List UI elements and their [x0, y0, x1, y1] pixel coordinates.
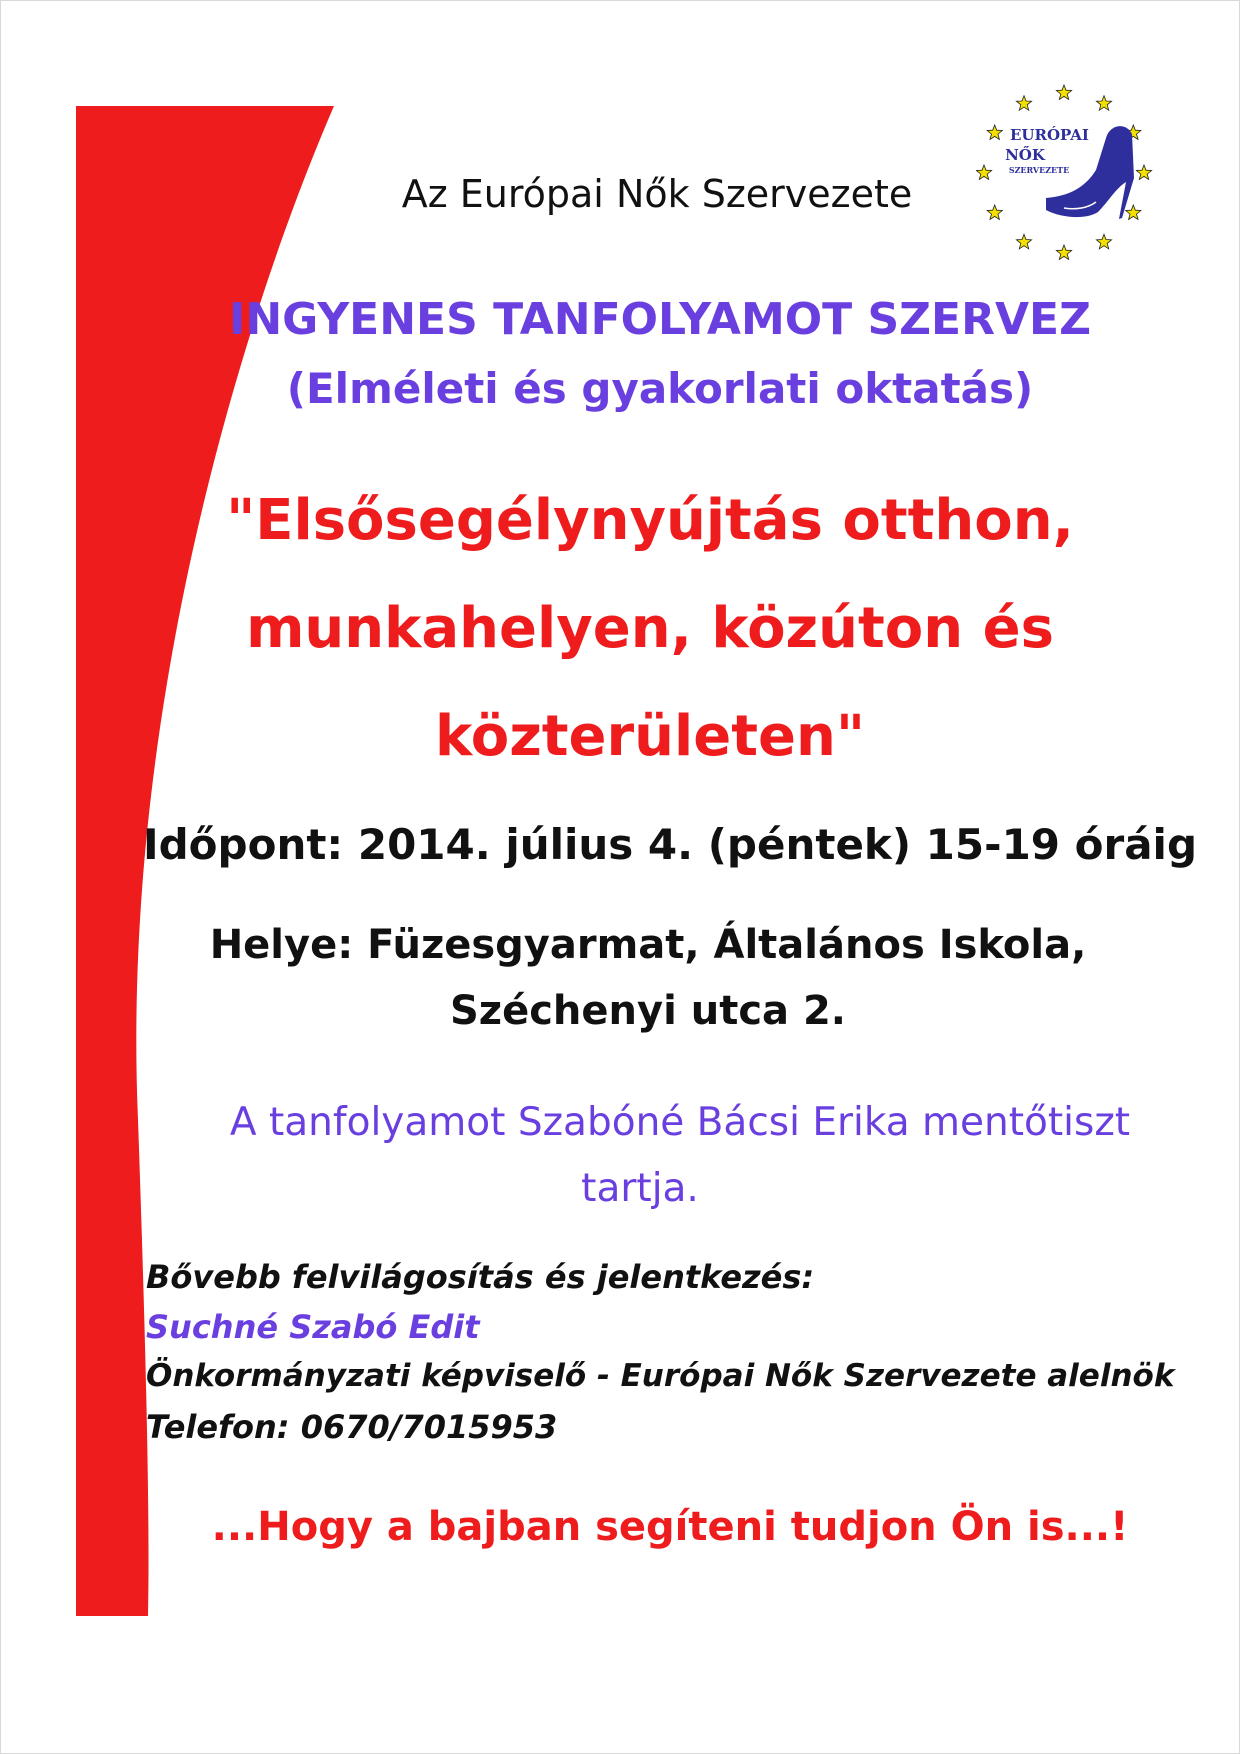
logo-text-line3: SZERVEZETE — [1008, 165, 1070, 175]
contact-role: Önkormányzati képviselő - Európai Nők Szervezete alelnök — [146, 1358, 1175, 1394]
course-title-line1: "Elsősegélynyújtás otthon, — [226, 488, 1074, 553]
star-icon — [1016, 96, 1031, 111]
instructor-line2: tartja. — [581, 1166, 699, 1211]
star-icon — [1056, 85, 1071, 100]
organization-name: Az Európai Nők Szervezete — [401, 172, 913, 216]
course-title-line3: közterületen" — [434, 704, 865, 769]
instructor-line1: A tanfolyamot Szabóné Bácsi Erika mentőtiszt — [229, 1100, 1131, 1145]
star-icon — [1056, 245, 1071, 260]
course-title-line2: munkahelyen, közúton és — [246, 596, 1054, 661]
star-icon — [987, 125, 1002, 140]
event-place-line1: Helye: Füzesgyarmat, Általános Iskola, — [209, 922, 1087, 968]
contact-heading: Bővebb felvilágosítás és jelentkezés: — [146, 1258, 815, 1296]
headline: INGYENES TANFOLYAMOT SZERVEZ — [228, 294, 1092, 345]
footer-slogan: ...Hogy a bajban segíteni tudjon Ön is...! — [211, 1504, 1129, 1550]
star-icon — [1096, 96, 1111, 111]
red-swoosh-decoration — [0, 0, 360, 1754]
contact-name: Suchné Szabó Edit — [146, 1308, 480, 1346]
subheadline: (Elméleti és gyakorlati oktatás) — [286, 364, 1034, 413]
logo-text-line1: EURÓPAI — [1010, 126, 1089, 144]
logo-text-line2: NŐK — [1005, 146, 1045, 164]
contact-phone: Telefon: 0670/7015953 — [146, 1408, 558, 1446]
star-icon — [1016, 234, 1031, 249]
event-time: Időpont: 2014. július 4. (péntek) 15-19 óráig — [142, 820, 1198, 869]
event-place-line2: Széchenyi utca 2. — [450, 988, 846, 1034]
star-icon — [1096, 234, 1111, 249]
